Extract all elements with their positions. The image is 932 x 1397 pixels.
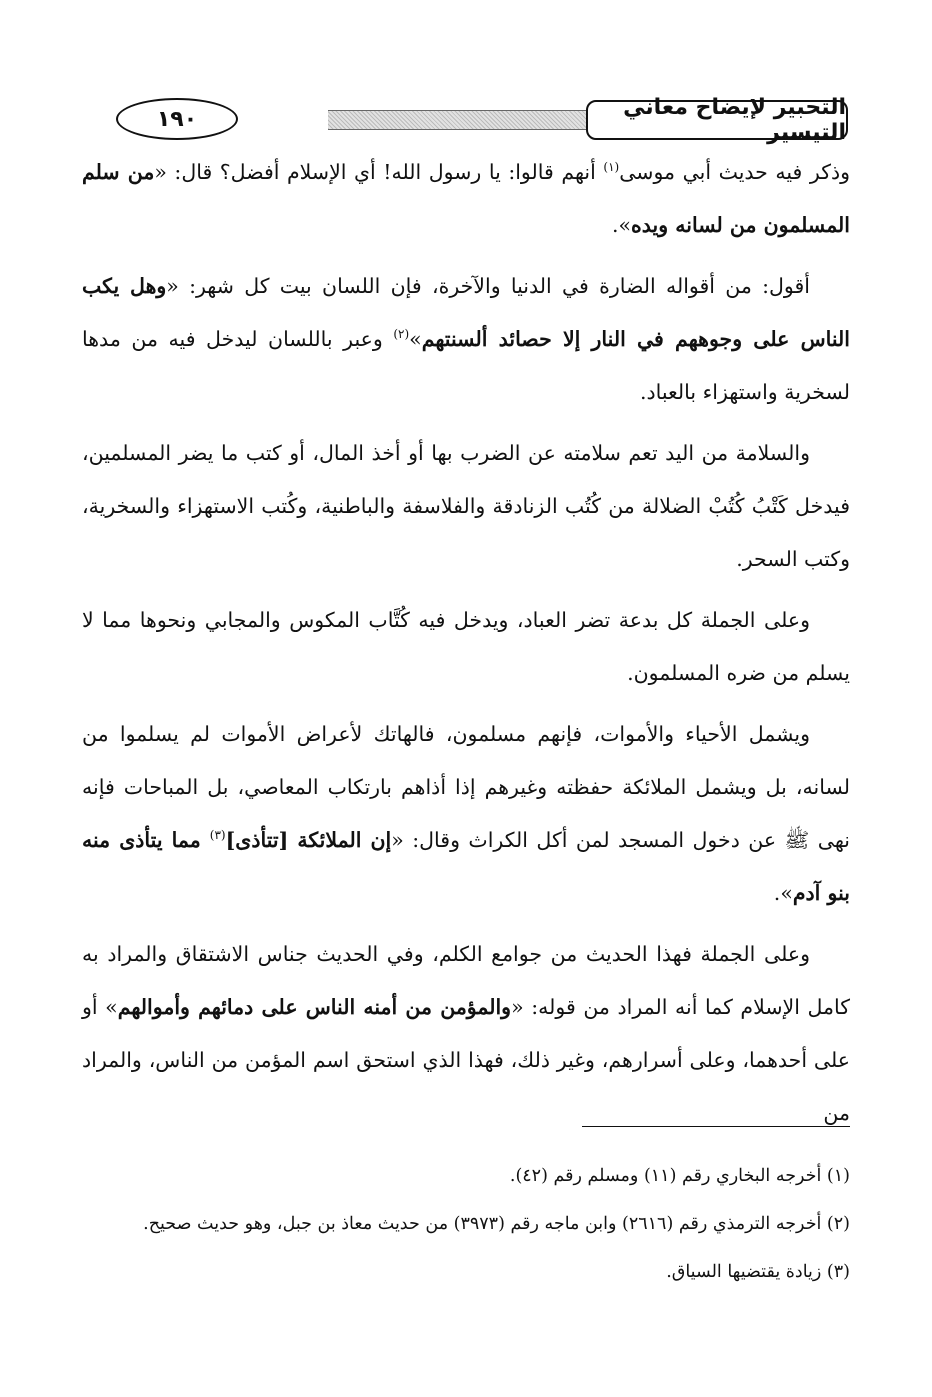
paragraph-6: وعلى الجملة فهذا الحديث من جوامع الكلم، وفي الحديث جناس الاشتقاق والمراد به كامل الإسلام كما أنه المراد من قوله: «والمؤمن من أمنه الناس على دمائهم وأموالهم» أو على أحدهما، وعلى أسرارهم، وغير ذلك، فهذا الذي استحق اسم المؤمن من الناس، والمراد من [82,942,850,1125]
footnotes [82,1152,850,1296]
main-text [82,146,850,1148]
footnote-1: (١) أخرجه البخاري رقم (١١) ومسلم رقم (٤٢). [509,1166,850,1186]
paragraph-3: والسلامة من اليد تعم سلامته عن الضرب بها أو أخذ المال، أو كتب ما يضر المسلمين، فيدخل كَتْبُ كُتُبْ الضلالة من كُتُب الزنادقة والفلاسفة والباطنية، وكُتب الاستهزاء والسخرية، وكتب السحر. [82,441,850,571]
footnote-separator [582,1126,850,1127]
footnote-ref-2: (٢) [393,327,410,342]
footnote-ref-1: (١) [603,160,620,175]
paragraph-4: وعلى الجملة كل بدعة تضر العباد، ويدخل فيه كُتَّاب المكوس والمجابي ونحوها مما لا يسلم من ضره المسلمون. [82,608,850,685]
hadith-quote: إن الملائكة [تتأذى] [225,828,392,852]
paragraph-1: وذكر فيه حديث أبي موسى$^{(١)}$ أنهم قالوا: يا رسول الله! أي الإسلام أفضل؟ قال: «من سلم المسلمون من لسانه ويده». [82,160,850,237]
hadith-quote: وهل يكب الناس على وجوههم في النار إلا حصائد ألسنتهم [82,274,850,351]
paragraph-2: أقول: من أقواله الضارة في الدنيا والآخرة، فإن اللسان بيت كل شهر: «وهل يكب الناس على وجوههم في النار إلا حصائد ألسنتهم»$^{(٢)}$ وعبر باللسان ليدخل فيه من مدها لسخرية واستهزاء بالعباد. [82,274,850,404]
page-number: ١٩٠ [116,98,238,140]
footnote-ref-3: (٣) [209,828,226,843]
footnote-3: (٣) زيادة يقتضيها السياق. [666,1262,850,1282]
footnote-2: (٢) أخرجه الترمذي رقم (٢٦١٦) وابن ماجه رقم (٣٩٧٣) من حديث معاذ بن جبل، وهو حديث صحيح. [143,1214,850,1234]
hadith-quote-continued: مما يتأذى منه بنو آدم [82,828,850,905]
hadith-quote: والمؤمن من أمنه الناس على دمائهم وأموالهم [117,995,512,1019]
running-title: التحبير لإيضاح معاني التيسير [586,100,848,140]
paragraph-5: ويشمل الأحياء والأموات، فإنهم مسلمون، فالهاتك لأعراض الأموات لم يسلموا من لسانه، بل ويشمل الملائكة حفظته وغيرهم إذا أذاهم بارتكاب المعاصي، بل المباحات فإنه نهى ﷺ عن دخول المسجد لمن أكل الكراث وقال: «إن الملائكة [تتأذى]$^{(٣)}$ مما يتأذى منه بنو آدم». [82,722,851,905]
hadith-quote: من سلم المسلمون من لسانه ويده [82,160,850,237]
running-header [78,95,848,145]
